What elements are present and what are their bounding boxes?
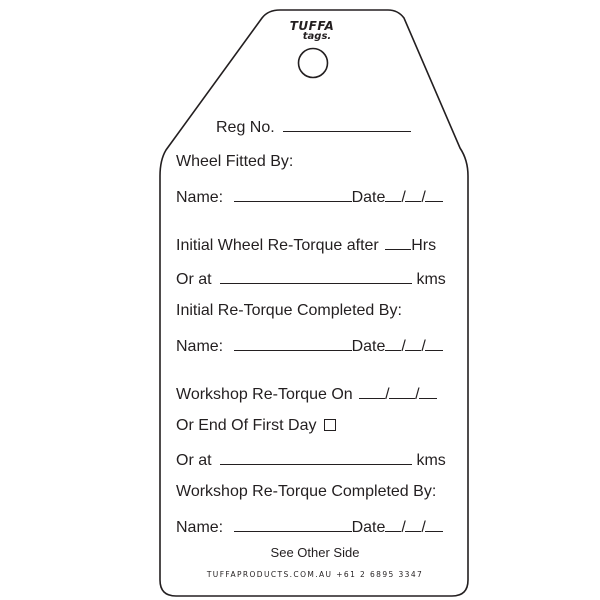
hrs-label: Hrs — [411, 237, 437, 254]
initial-date-day-field[interactable] — [385, 336, 401, 351]
fitted-name-field[interactable] — [234, 187, 352, 202]
fitted-date-day-field[interactable] — [385, 187, 401, 202]
initial-date-month-field[interactable] — [405, 336, 421, 351]
hrs-field[interactable] — [385, 235, 411, 250]
end-of-first-day-checkbox[interactable] — [324, 419, 336, 431]
reg-no-row — [216, 117, 411, 137]
name-label: Name: — [176, 189, 224, 206]
name-label: Name: — [176, 519, 224, 536]
date-label: Date — [351, 189, 386, 206]
see-other-side-text: See Other Side — [270, 545, 360, 560]
wheel-fitted-by-heading: Wheel Fitted By: — [176, 153, 294, 170]
workshop-name-date-row: Name: Date / / — [176, 517, 443, 537]
initial-retorque-after-row — [176, 235, 436, 255]
workshop-completed-date-month-field[interactable] — [405, 517, 421, 532]
end-of-first-day-label: Or End Of First Day — [176, 417, 317, 434]
date-label: Date — [351, 519, 386, 536]
logo-brand: TUFFA — [289, 19, 335, 33]
initial-kms-field[interactable] — [220, 269, 412, 284]
hang-hole — [299, 49, 328, 78]
fitted-date-year-field[interactable] — [425, 187, 443, 202]
workshop-completed-date-day-field[interactable] — [385, 517, 401, 532]
tuffa-tags-logo — [287, 20, 337, 41]
initial-date-year-field[interactable] — [425, 336, 443, 351]
workshop-completed-by-heading: Workshop Re-Torque Completed By: — [176, 483, 437, 500]
workshop-date-month-field[interactable] — [389, 384, 415, 399]
initial-or-at-kms-row — [176, 269, 446, 289]
initial-name-field[interactable] — [234, 336, 352, 351]
or-at-label: Or at — [176, 271, 212, 288]
end-of-first-day-row — [176, 417, 336, 435]
workshop-kms-field[interactable] — [220, 450, 412, 465]
workshop-retorque-on-label: Workshop Re-Torque On — [176, 386, 353, 403]
workshop-retorque-on-row: Workshop Re-Torque On / / — [176, 384, 437, 404]
reg-no-label: Reg No. — [216, 119, 275, 136]
workshop-or-at-kms-row — [176, 450, 446, 470]
initial-completed-by-heading: Initial Re-Torque Completed By: — [176, 302, 402, 319]
initial-name-date-row: Name: Date / / — [176, 336, 443, 356]
footer-contact: TUFFAPRODUCTS.COM.AU +61 2 6895 3347 — [206, 570, 424, 579]
kms-label: kms — [416, 452, 446, 469]
fitted-name-date-row: Name: Date / / — [176, 187, 443, 207]
workshop-completed-date-year-field[interactable] — [425, 517, 443, 532]
initial-retorque-after-label: Initial Wheel Re-Torque after — [176, 237, 379, 254]
kms-label: kms — [416, 271, 446, 288]
date-label: Date — [351, 338, 386, 355]
workshop-date-year-field[interactable] — [419, 384, 437, 399]
workshop-name-field[interactable] — [234, 517, 352, 532]
reg-no-field[interactable] — [283, 117, 411, 132]
logo-sub: tags. — [302, 31, 332, 42]
or-at-label: Or at — [176, 452, 212, 469]
name-label: Name: — [176, 338, 224, 355]
fitted-date-month-field[interactable] — [405, 187, 421, 202]
workshop-date-day-field[interactable] — [359, 384, 385, 399]
